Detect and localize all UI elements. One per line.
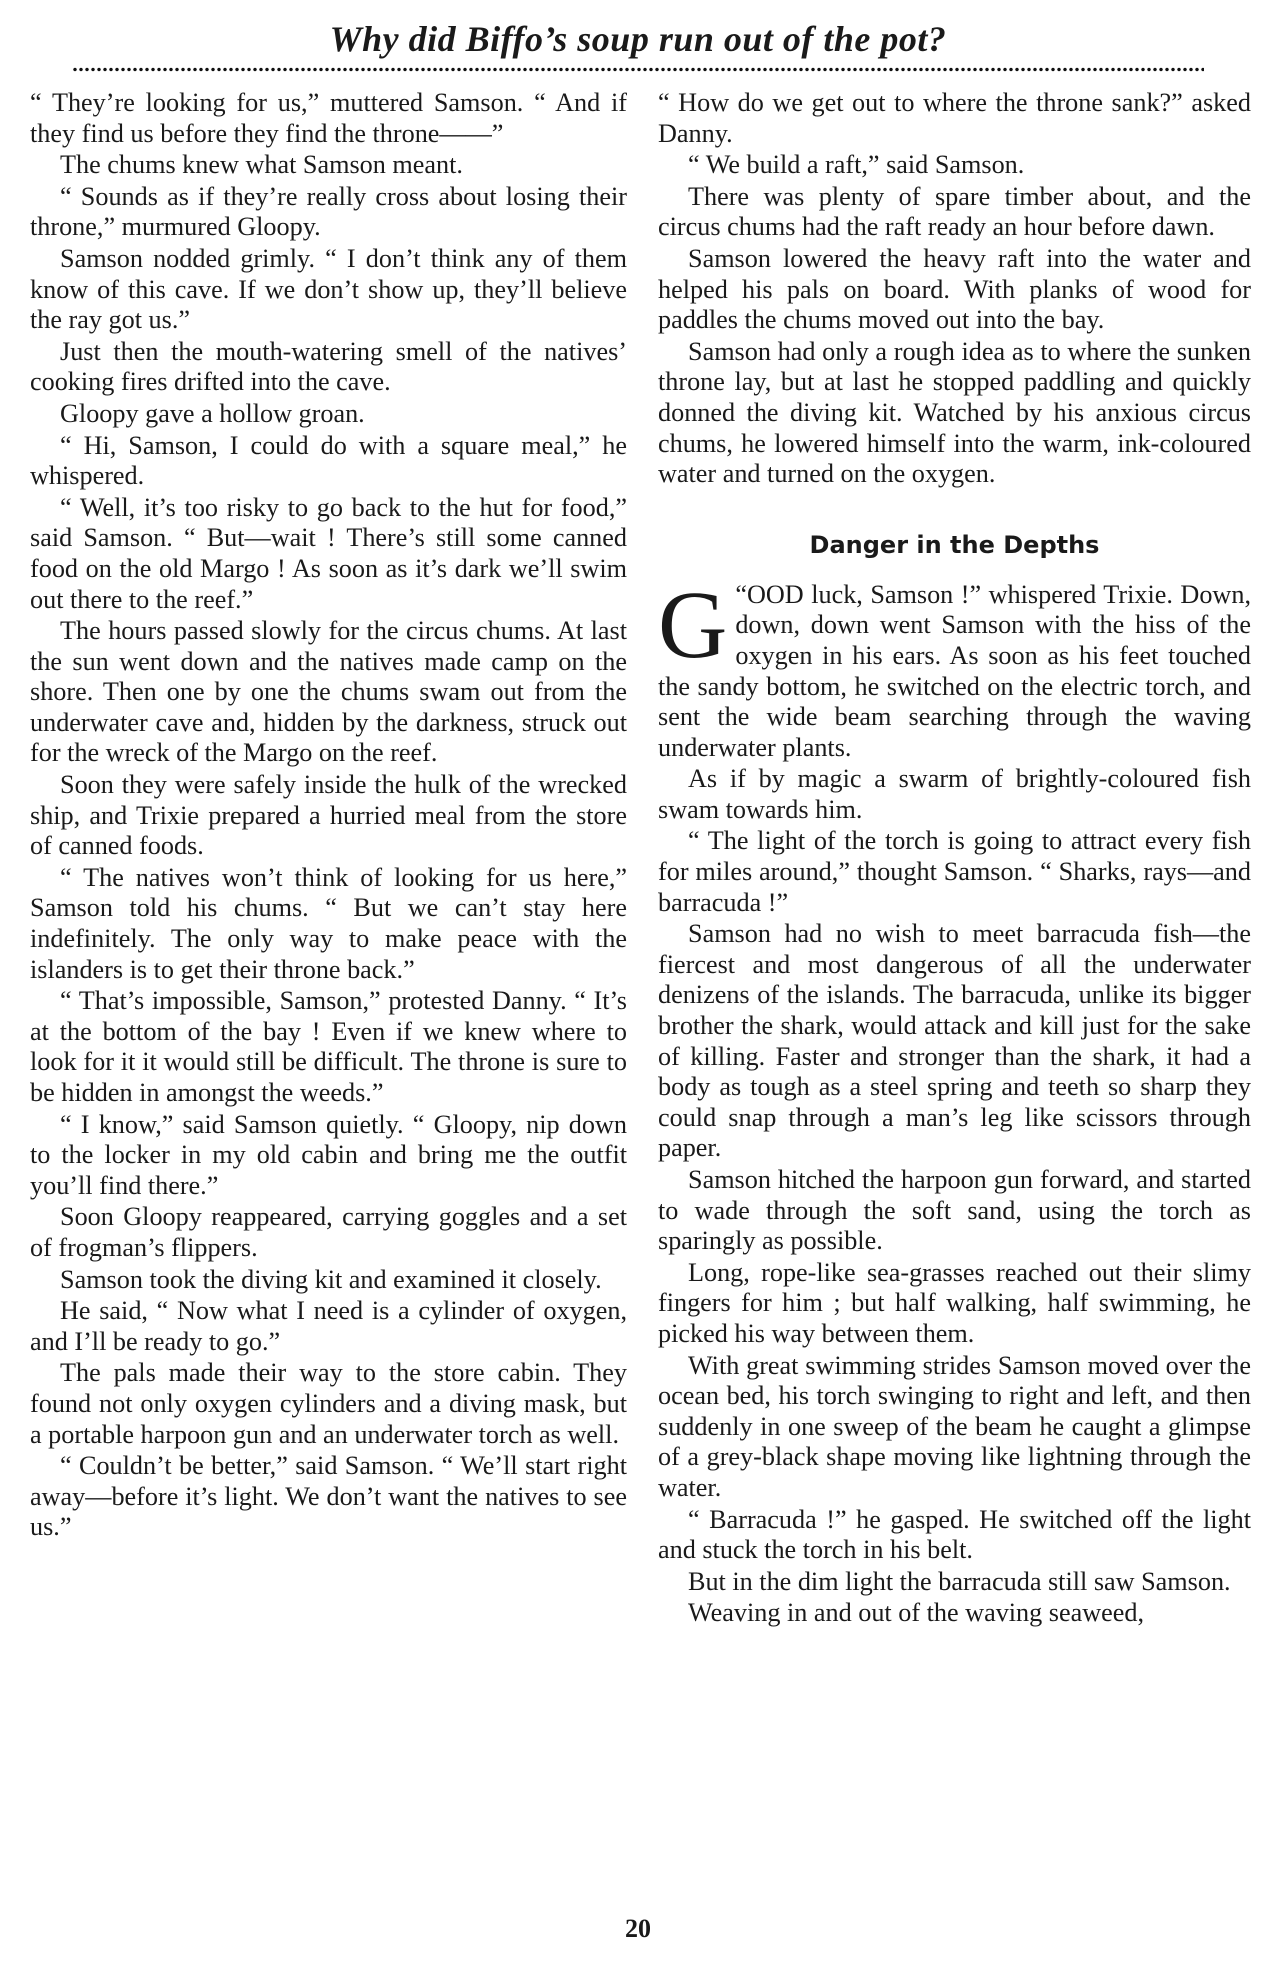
paragraph: There was plenty of spare timber about, and the circus chums had the raft ready an hour before dawn.	[658, 181, 1251, 242]
paragraph: He said, “ Now what I need is a cylinder of oxygen, and I’ll be ready to go.”	[30, 1296, 627, 1356]
paragraph: As if by magic a swarm of brightly-coloured fish swam towards him.	[658, 764, 1251, 824]
paragraph: “ Well, it’s too risky to go back to the hut for food,” said Samson. “ But—wait ! There’s still some canned food on the old Margo ! As soon as it’s dark we’ll swim out there to the reef.”	[30, 492, 627, 614]
paragraph: Samson had no wish to meet barracuda fish—the fiercest and most dangerous of all the underwater denizens of the islands. The barracuda, unlike its bigger brother the shark, would attack and kill just for the sake of killing. Faster and stronger than the shark, it had a body as tough as a steel spring and teeth so sharp they could snap through a man’s leg like scissors through paper.	[658, 919, 1251, 1163]
section-lead	[658, 570, 1251, 764]
dotted-rule	[72, 66, 1204, 73]
page-header-title: Why did Biffo’s soup run out of the pot?	[329, 19, 947, 59]
paragraph: The hours passed slowly for the circus chums. At last the sun went down and the natives made camp on the shore. Then one by one the chums swam out from the underwater cave and, hidden by the darkness, struck out for the wreck of the Margo on the reef.	[30, 616, 627, 768]
paragraph: “ How do we get out to where the throne sank?” asked Danny.	[658, 88, 1251, 148]
paragraph: Weaving in and out of the waving seaweed,	[688, 1598, 1145, 1628]
paragraph: Gloopy gave a hollow groan.	[60, 398, 365, 428]
paragraph: Soon Gloopy reappeared, carrying goggles and a set of frogman’s flippers.	[30, 1202, 627, 1262]
paragraph: “ Couldn’t be better,” said Samson. “ We’ll start right away—before it’s light. We don’t want the natives to see us.”	[30, 1451, 627, 1542]
drop-cap: G	[658, 570, 728, 678]
paragraph: With great swimming strides Samson moved over the ocean bed, his torch swinging to right and left, and then suddenly in one sweep of the beam he caught a glimpse of a grey-black shape moving like lightning through the water.	[658, 1350, 1251, 1502]
paragraph: “ That’s impossible, Samson,” protested Danny. “ It’s at the bottom of the bay ! Even if we knew where to look for it it would still be difficult. The throne is sure to be hidden in amongst the weeds.”	[30, 986, 627, 1107]
paragraph: “ We build a raft,” said Samson.	[688, 150, 1025, 180]
paragraph: Samson lowered the heavy raft into the water and helped his pals on board. With planks of wood for paddles the chums moved out into the bay.	[658, 243, 1251, 335]
paragraph: The chums knew what Samson meant.	[60, 150, 463, 180]
lead-text: OOD luck, Samson !” whispered Trixie. Down, down, down went Samson with the hiss of the oxygen in his ears. As soon as his feet touched the sandy bottom, he switched on the electric torch, and sent the wide beam searching through the waving underwater plants.	[658, 579, 1251, 762]
paragraph: “ The natives won’t think of looking for us here,” Samson told his chums. “ But we can’t stay here indefinitely. The only way to make peace with the islanders is to get their throne back.”	[30, 862, 627, 984]
lead-paragraph	[658, 570, 1251, 764]
paragraph: Samson had only a rough idea as to where the sunken throne lay, but at last he stopped paddling and quickly donned the diving kit. Watched by his anxious circus chums, he lowered himself into the warm, ink-coloured water and turned on the oxygen.	[658, 336, 1251, 489]
paragraph: “ Sounds as if they’re really cross about losing their throne,” murmured Gloopy.	[30, 181, 627, 242]
paragraph: “ They’re looking for us,” muttered Samson. “ And if they find us before they find the throne——”	[30, 88, 627, 148]
paragraph: Samson took the diving kit and examined it closely.	[60, 1264, 602, 1294]
paragraph: “ Hi, Samson, I could do with a square meal,” he whispered.	[30, 430, 627, 491]
left-column	[30, 88, 627, 1544]
paragraph: Samson nodded grimly. “ I don’t think any of them know of this cave. If we don’t show up, they’ll believe the ray got us.”	[30, 243, 627, 335]
paragraph: Just then the mouth-watering smell of the natives’ cooking fires drifted into the cave.	[30, 336, 627, 397]
page-number: 20	[625, 1914, 651, 1943]
paragraph: Samson hitched the harpoon gun forward, and started to wade through the soft sand, using the torch as sparingly as possible.	[658, 1165, 1251, 1256]
section-heading: Danger in the Depths	[809, 530, 1100, 559]
paragraph: “ Barracuda !” he gasped. He switched off the light and stuck the torch in his belt.	[658, 1504, 1251, 1565]
paragraph: The pals made their way to the store cabin. They found not only oxygen cylinders and a diving mask, but a portable harpoon gun and an underwater torch as well.	[30, 1358, 627, 1449]
paragraph: Soon they were safely inside the hulk of the wrecked ship, and Trixie prepared a hurried meal from the store of canned foods.	[30, 770, 627, 861]
lead-open-quote: “	[735, 579, 747, 609]
right-column	[658, 88, 1251, 1630]
paragraph: “ I know,” said Samson quietly. “ Gloopy, nip down to the locker in my old cabin and bring me the outfit you’ll find there.”	[30, 1109, 627, 1200]
paragraph: Long, rope-like sea-grasses reached out their slimy fingers for him ; but half walking, half swimming, he picked his way between them.	[658, 1257, 1251, 1348]
paragraph: “ The light of the torch is going to attract every fish for miles around,” thought Samson. “ Sharks, rays—and barracuda !”	[658, 826, 1251, 917]
paragraph: But in the dim light the barracuda still saw Samson.	[688, 1566, 1231, 1596]
